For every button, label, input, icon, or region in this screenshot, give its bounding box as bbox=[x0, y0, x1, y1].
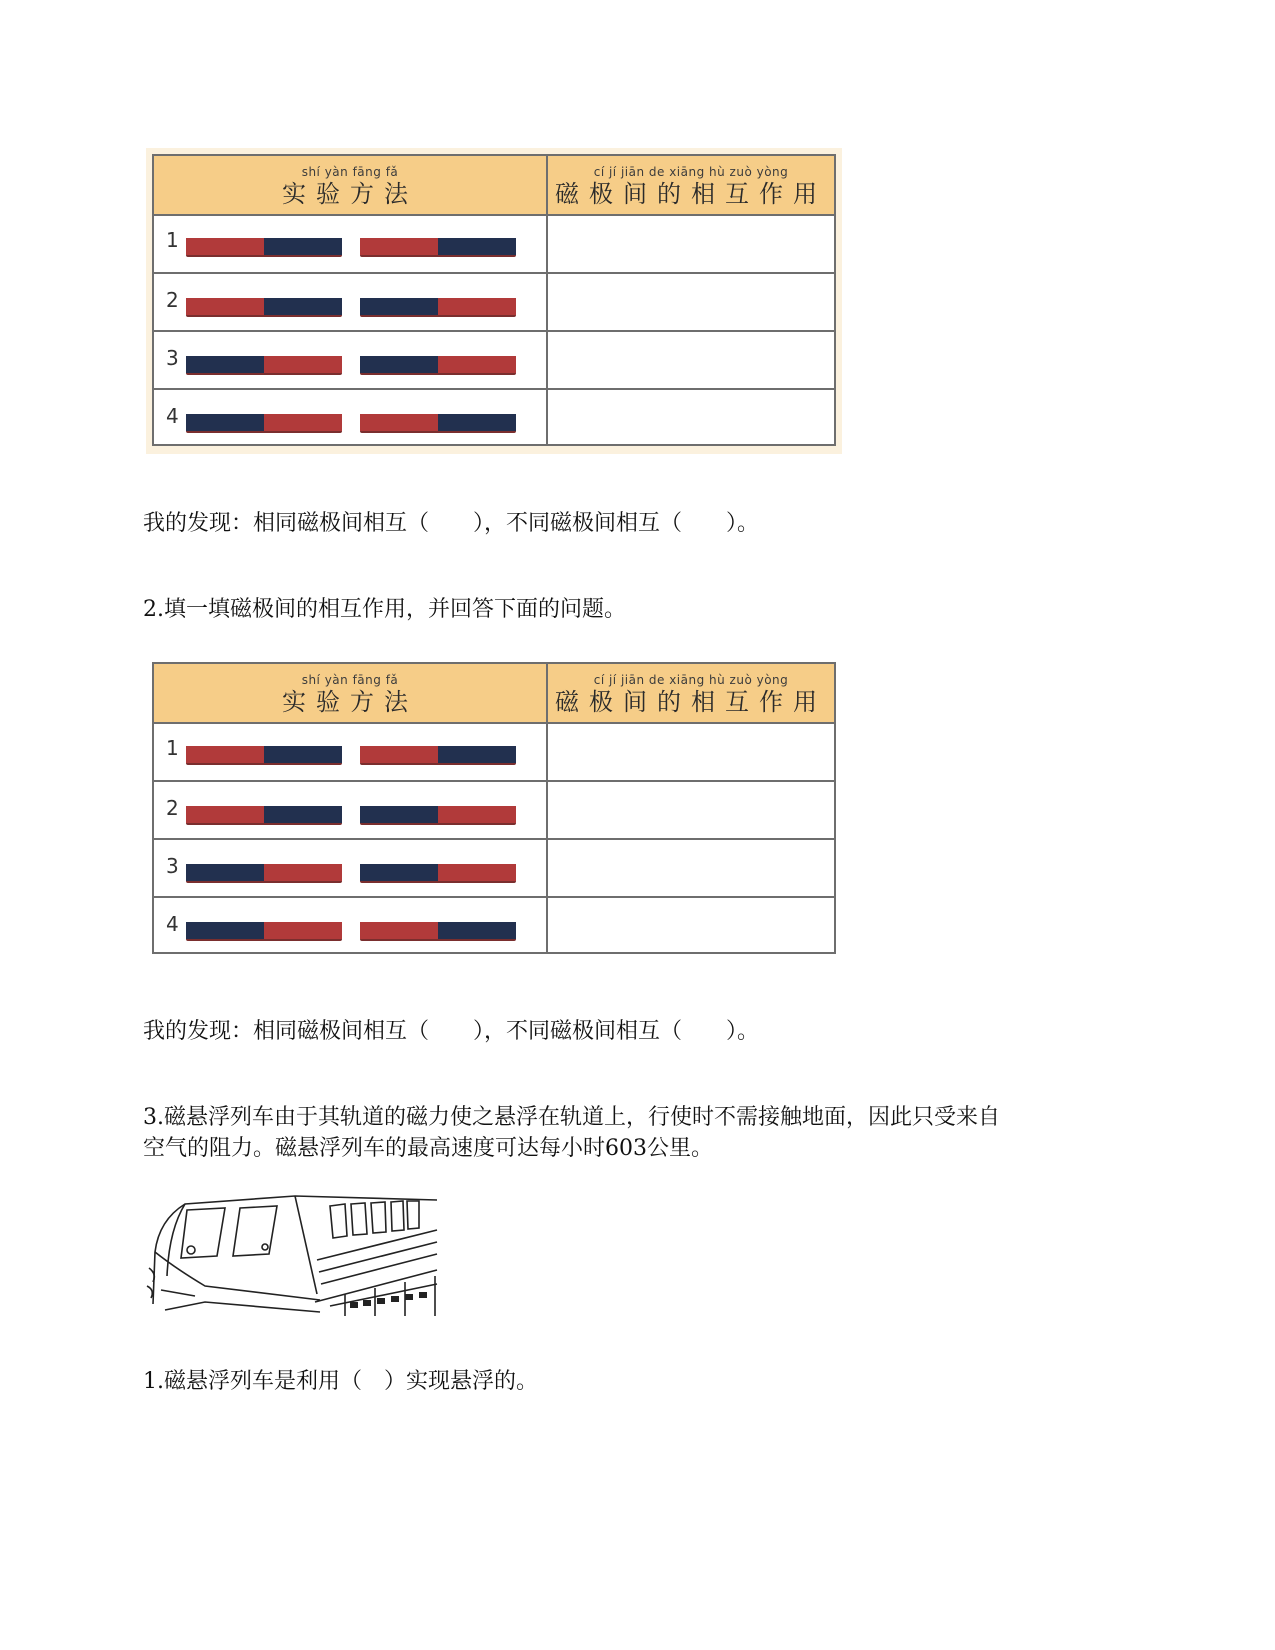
magnet-navy-pole bbox=[186, 414, 264, 431]
magnet-navy-pole bbox=[360, 806, 438, 823]
table-row bbox=[154, 214, 834, 272]
magnet-red-pole bbox=[186, 298, 264, 315]
row-number: 4 bbox=[166, 404, 179, 428]
magnet-red-pole bbox=[360, 922, 438, 939]
table-row bbox=[154, 388, 834, 446]
bar-magnet bbox=[360, 746, 516, 763]
magnet-navy-pole bbox=[264, 806, 342, 823]
table-row bbox=[154, 780, 834, 838]
magnet-red-pole bbox=[264, 356, 342, 373]
magnet-navy-pole bbox=[186, 922, 264, 939]
bar-magnet bbox=[186, 238, 342, 255]
bar-magnet bbox=[360, 238, 516, 255]
magnet-red-pole bbox=[186, 746, 264, 763]
table-row bbox=[154, 272, 834, 330]
magnet-red-pole bbox=[186, 238, 264, 255]
magnet-navy-pole bbox=[186, 864, 264, 881]
question-3-line-2: 空气的阻力。磁悬浮列车的最高速度可达每小时603公里。 bbox=[143, 1136, 713, 1161]
answer-cell[interactable] bbox=[548, 274, 834, 330]
bar-magnet bbox=[360, 356, 516, 373]
table-header bbox=[154, 664, 834, 724]
table-row bbox=[154, 838, 834, 896]
bar-magnet bbox=[186, 922, 342, 939]
magnet-red-pole bbox=[438, 356, 516, 373]
method-header bbox=[154, 156, 546, 214]
answer-cell[interactable] bbox=[548, 782, 834, 838]
bar-magnet bbox=[186, 864, 342, 881]
answer-cell[interactable] bbox=[548, 898, 834, 954]
maglev-train-illustration bbox=[145, 1190, 445, 1316]
method-header bbox=[154, 664, 546, 722]
row-number: 1 bbox=[166, 736, 179, 760]
method-label: 实验方法 bbox=[282, 180, 418, 208]
experiment-table-1 bbox=[146, 148, 842, 454]
row-number: 3 bbox=[166, 854, 179, 878]
row-number: 2 bbox=[166, 796, 179, 820]
question-2-title: 2.填一填磁极间的相互作用，并回答下面的问题。 bbox=[143, 597, 626, 622]
sub-question-1: 1.磁悬浮列车是利用（ ）实现悬浮的。 bbox=[143, 1369, 538, 1394]
magnet-navy-pole bbox=[438, 414, 516, 431]
answer-cell[interactable] bbox=[548, 390, 834, 446]
bar-magnet bbox=[360, 922, 516, 939]
table-row bbox=[154, 722, 834, 780]
magnet-red-pole bbox=[438, 298, 516, 315]
method-label: 实验方法 bbox=[282, 688, 418, 716]
answer-cell[interactable] bbox=[548, 332, 834, 388]
magnet-red-pole bbox=[186, 806, 264, 823]
table-grid bbox=[152, 154, 836, 446]
result-header bbox=[548, 156, 834, 214]
answer-cell[interactable] bbox=[548, 840, 834, 896]
magnet-navy-pole bbox=[360, 356, 438, 373]
magnet-red-pole bbox=[438, 864, 516, 881]
bar-magnet bbox=[186, 298, 342, 315]
result-header bbox=[548, 664, 834, 722]
bar-magnet bbox=[186, 356, 342, 373]
bar-magnet bbox=[186, 746, 342, 763]
finding-2: 我的发现：相同磁极间相互（ ），不同磁极间相互（ ）。 bbox=[143, 1019, 760, 1044]
magnet-navy-pole bbox=[438, 922, 516, 939]
magnet-navy-pole bbox=[186, 356, 264, 373]
bar-magnet bbox=[186, 414, 342, 431]
magnet-red-pole bbox=[360, 414, 438, 431]
finding-1: 我的发现：相同磁极间相互（ ），不同磁极间相互（ ）。 bbox=[143, 511, 760, 536]
magnet-red-pole bbox=[264, 414, 342, 431]
bar-magnet bbox=[360, 864, 516, 881]
magnet-red-pole bbox=[360, 746, 438, 763]
row-number: 4 bbox=[166, 912, 179, 936]
result-label: 磁极间的相互作用 bbox=[555, 180, 827, 208]
method-pinyin: shí yàn fāng fǎ bbox=[301, 165, 399, 179]
experiment-table-2 bbox=[146, 656, 842, 958]
magnet-navy-pole bbox=[438, 238, 516, 255]
row-number: 3 bbox=[166, 346, 179, 370]
magnet-navy-pole bbox=[360, 864, 438, 881]
table-grid bbox=[152, 662, 836, 954]
magnet-navy-pole bbox=[264, 238, 342, 255]
result-pinyin: cí jí jiān de xiāng hù zuò yòng bbox=[593, 673, 789, 687]
result-label: 磁极间的相互作用 bbox=[555, 688, 827, 716]
bar-magnet bbox=[360, 414, 516, 431]
answer-cell[interactable] bbox=[548, 722, 834, 778]
magnet-navy-pole bbox=[438, 746, 516, 763]
magnet-red-pole bbox=[264, 864, 342, 881]
magnet-navy-pole bbox=[264, 746, 342, 763]
table-header bbox=[154, 156, 834, 216]
bar-magnet bbox=[186, 806, 342, 823]
magnet-red-pole bbox=[264, 922, 342, 939]
method-pinyin: shí yàn fāng fǎ bbox=[301, 673, 399, 687]
bar-magnet bbox=[360, 298, 516, 315]
table-row bbox=[154, 896, 834, 954]
magnet-navy-pole bbox=[264, 298, 342, 315]
table-row bbox=[154, 330, 834, 388]
result-pinyin: cí jí jiān de xiāng hù zuò yòng bbox=[593, 165, 789, 179]
row-number: 2 bbox=[166, 288, 179, 312]
row-number: 1 bbox=[166, 228, 179, 252]
question-3-line-1: 3.磁悬浮列车由于其轨道的磁力使之悬浮在轨道上，行使时不需接触地面，因此只受来自 bbox=[143, 1105, 1000, 1130]
magnet-navy-pole bbox=[360, 298, 438, 315]
magnet-red-pole bbox=[360, 238, 438, 255]
magnet-red-pole bbox=[438, 806, 516, 823]
bar-magnet bbox=[360, 806, 516, 823]
answer-cell[interactable] bbox=[548, 214, 834, 270]
